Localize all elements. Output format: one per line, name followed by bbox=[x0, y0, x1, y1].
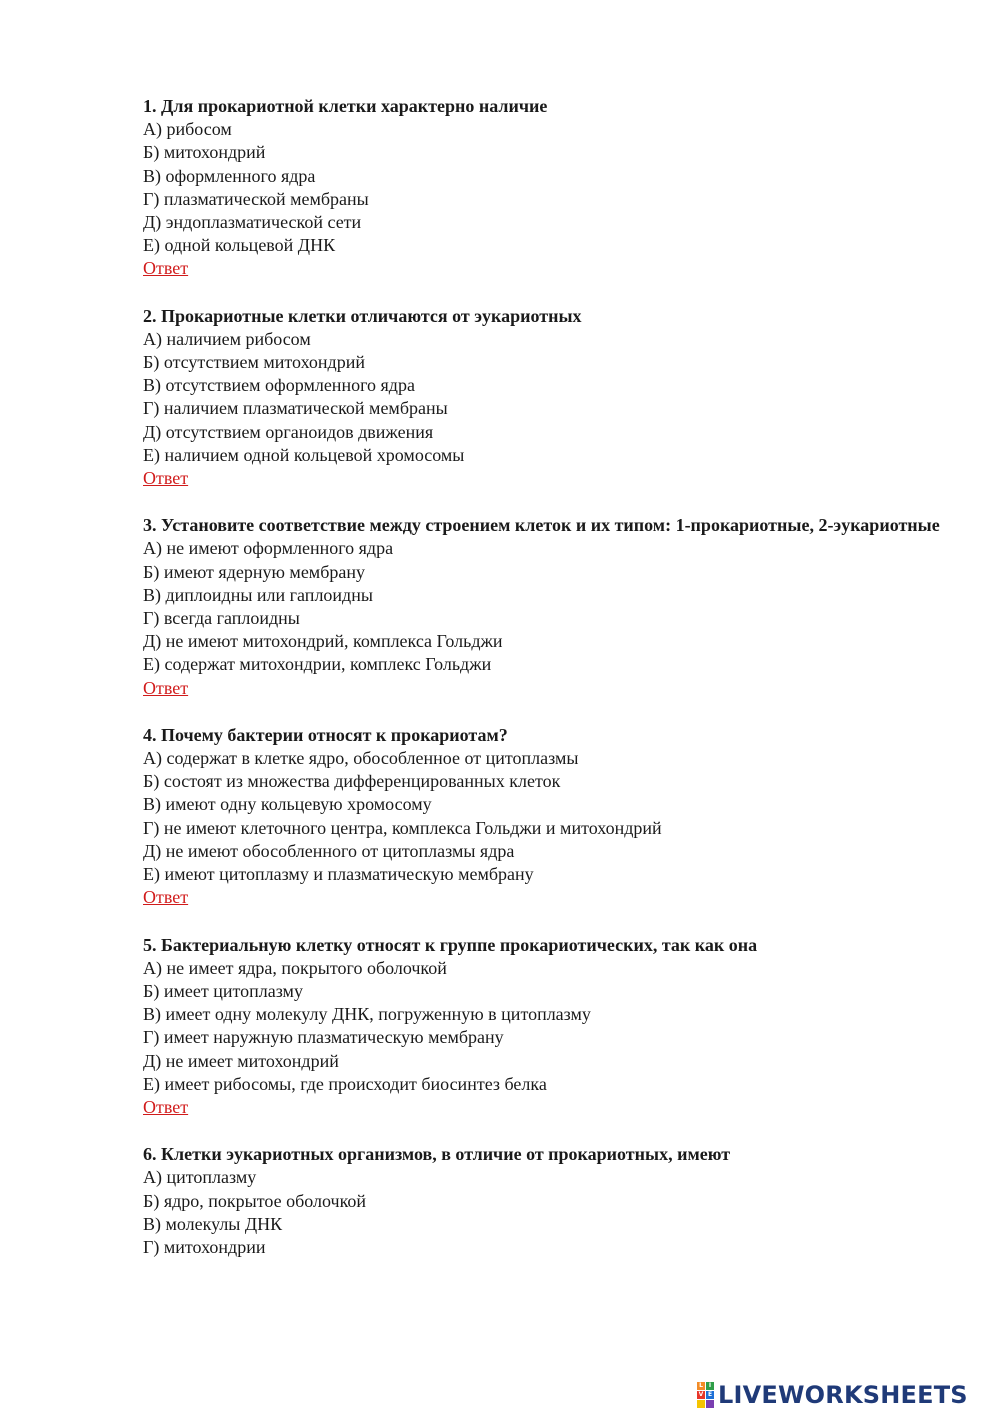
answer-option: Е) наличием одной кольцевой хромосомы bbox=[143, 444, 465, 465]
answer-option: Б) отсутствием митохондрий bbox=[143, 352, 365, 373]
answer-option: Е) содержат митохондрии, комплекс Гольджи bbox=[143, 654, 492, 675]
answer-option: В) диплоидны или гаплоидны bbox=[143, 584, 373, 605]
logo-tile: V bbox=[698, 1391, 704, 1398]
answer-option: А) содержат в клетке ядро, обособленное от цитоплазмы bbox=[143, 748, 579, 769]
answer-link[interactable]: Ответ bbox=[143, 677, 189, 698]
answer-link[interactable]: Ответ bbox=[143, 1096, 189, 1117]
question-title: 4. Почему бактерии относят к прокариотам? bbox=[143, 724, 508, 745]
logo-text: LIVEWORKSHEETS bbox=[718, 1381, 968, 1409]
answer-option: Д) отсутствием органоидов движения bbox=[143, 421, 434, 442]
question-1 bbox=[143, 95, 943, 281]
question-2 bbox=[143, 305, 943, 491]
question-title: 5. Бактериальную клетку относят к группе прокариотических, так как она bbox=[143, 934, 758, 955]
answer-option: А) наличием рибосом bbox=[143, 328, 311, 349]
liveworksheets-logo bbox=[697, 1380, 968, 1410]
question-3 bbox=[143, 514, 943, 700]
question-title: 1. Для прокариотной клетки характерно наличие bbox=[143, 96, 548, 116]
question-4 bbox=[143, 724, 943, 910]
answer-option: А) рибосом bbox=[143, 119, 232, 140]
logo-tile bbox=[697, 1400, 705, 1408]
answer-option: Г) имеет наружную плазматическую мембрану bbox=[143, 1027, 504, 1048]
answer-option: Б) ядро, покрытое оболочкой bbox=[143, 1190, 367, 1211]
logo-tile: I bbox=[706, 1382, 714, 1390]
answer-option: Б) митохондрий bbox=[143, 142, 266, 163]
answer-option: Е) имеет рибосомы, где происходит биосинтез белка bbox=[143, 1073, 547, 1094]
worksheet bbox=[143, 95, 943, 1283]
answer-option: А) цитоплазму bbox=[143, 1167, 257, 1188]
answer-option: Г) наличием плазматической мембраны bbox=[143, 398, 448, 419]
logo-tile: E bbox=[707, 1391, 713, 1398]
logo-tile: L bbox=[697, 1382, 705, 1390]
answer-option: Е) имеют цитоплазму и плазматическую мембрану bbox=[143, 864, 534, 885]
answer-option: Д) не имеют обособленного от цитоплазмы ядра bbox=[143, 840, 515, 861]
answer-link[interactable]: Ответ bbox=[143, 258, 189, 279]
question-title: 2. Прокариотные клетки отличаются от эукариотных bbox=[143, 305, 582, 326]
answer-link[interactable]: Ответ bbox=[143, 468, 189, 489]
answer-option: А) не имеет ядра, покрытого оболочкой bbox=[143, 957, 447, 978]
logo-tile bbox=[706, 1400, 714, 1408]
answer-option: В) отсутствием оформленного ядра bbox=[143, 375, 415, 396]
answer-option: Д) не имеет митохондрий bbox=[143, 1050, 339, 1071]
answer-option: В) имеют одну кольцевую хромосому bbox=[143, 794, 432, 815]
answer-option: Е) одной кольцевой ДНК bbox=[143, 235, 336, 256]
answer-option: В) оформленного ядра bbox=[143, 165, 316, 186]
answer-option: Д) эндоплазматической сети bbox=[143, 212, 362, 233]
answer-option: Г) митохондрии bbox=[143, 1236, 266, 1257]
answer-option: Г) плазматической мембраны bbox=[143, 188, 369, 209]
logo-mark-icon bbox=[697, 1382, 714, 1408]
question-6 bbox=[143, 1143, 943, 1259]
question-title: 3. Установите соответствие между строением клеток и их типом: 1-прокариотные, 2-эукариотные bbox=[143, 515, 940, 536]
answer-option: Б) имеют ядерную мембрану bbox=[143, 561, 365, 582]
answer-link[interactable]: Ответ bbox=[143, 887, 189, 908]
answer-option: Г) всегда гаплоидны bbox=[143, 608, 300, 629]
answer-option: В) молекулы ДНК bbox=[143, 1213, 283, 1234]
answer-option: Д) не имеют митохондрий, комплекса Гольджи bbox=[143, 631, 503, 652]
answer-option: Б) состоят из множества дифференцированных клеток bbox=[143, 771, 561, 792]
answer-option: А) не имеют оформленного ядра bbox=[143, 538, 394, 559]
question-5 bbox=[143, 934, 943, 1120]
answer-option: В) имеет одну молекулу ДНК, погруженную в цитоплазму bbox=[143, 1004, 591, 1025]
answer-option: Г) не имеют клеточного центра, комплекса Гольджи и митохондрий bbox=[143, 817, 662, 838]
answer-option: Б) имеет цитоплазму bbox=[143, 980, 303, 1001]
question-title: 6. Клетки эукариотных организмов, в отличие от прокариотных, имеют bbox=[143, 1144, 731, 1165]
